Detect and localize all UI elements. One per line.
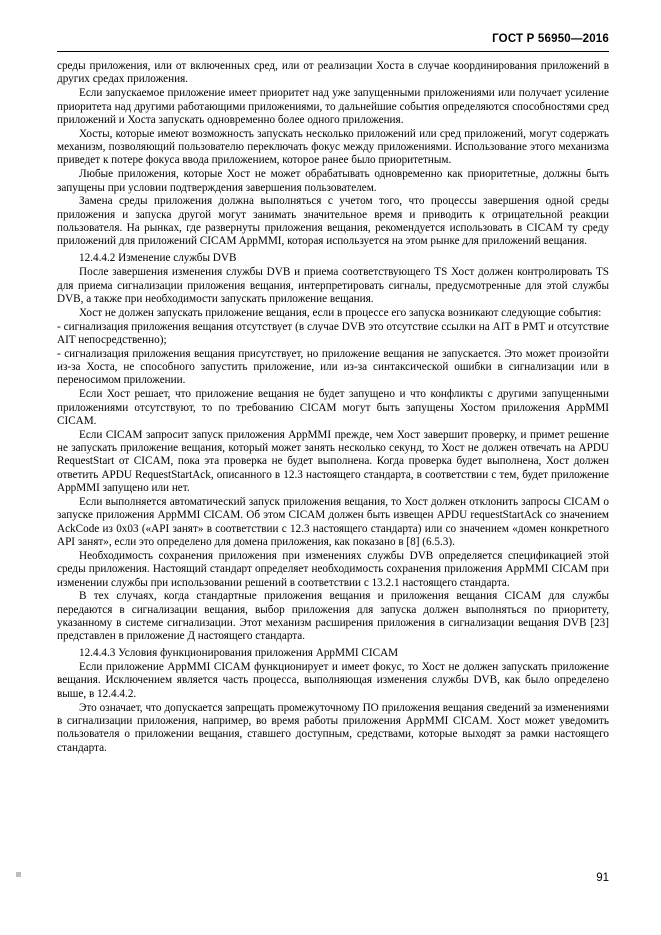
header-divider [57, 51, 609, 52]
registration-mark [16, 872, 21, 877]
paragraph: Хост не должен запускать приложение вещания, если в процессе его запуска возникают следующие события: [79, 306, 602, 319]
paragraph: Необходимость сохранения приложения при изменениях службы DVB определяется спецификацией этой среды приложения. Настоящий стандарт определяет необходимость сохранения приложения AppMMI CICAM при изменении службы при использовании решений в соответствии с 13.2.1 настоящего стандарта. [57, 549, 609, 589]
paragraph: Если Хост решает, что приложение вещания не будет запущено и что конфликты с другими запущенными приложениями отсутствуют, то по требованию CICAM могут быть запущены Хостом приложения AppMMI CICAM. [57, 388, 609, 427]
page-header-standard-number: ГОСТ Р 56950—2016 [492, 33, 609, 45]
paragraph: Если запускаемое приложение имеет приоритет над уже запущенными приложениями или получает усиление приоритета над другими работающими приложениями, то дальнейшие события определяются способностями сред приложений и Хоста запускать одновременно более одного приложения. [57, 87, 609, 126]
paragraph: После завершения изменения службы DVB и приема соответствующего TS Хост должен контролировать TS для приема сигнализации приложения вещания, интерпретировать сигналы, предусмотренные для этой службы DVB, а также при необходимости запускать приложение вещания. [57, 266, 609, 305]
paragraph: Если CICAM запросит запуск приложения AppMMI прежде, чем Хост завершит проверку, и примет решение не запускать приложение вещания, который может занять несколько секунд, то Хост не должен отвечать на APDU RequestStart от CICAM, пока эта проверка не будет выполнена. Когда проверка будет выполнена, Хост должен ответить APDU RequestStartAck, описанного в 12.3 настоящего стандарта, в соответствии с тем, будет приложение AppMMI запущено или нет. [57, 428, 609, 495]
list-item: - сигнализация приложения вещания отсутствует (в случае DVB это отсутствие ссылки на AIT в PMT и отсутствие AIT непосредственно); [57, 320, 609, 346]
paragraph: Если приложение AppMMI CICAM функционирует и имеет фокус, то Хост не должен запускать приложение вещания. Исключением является часть процесса, выполняющая изменения службы DVB, как было определено выше, в 12.4.4.2. [57, 661, 609, 700]
section-heading: 12.4.4.3 Условия функционирования приложения AppMMI CICAM [79, 646, 399, 659]
paragraph: Замена среды приложения должна выполняться с учетом того, что процессы завершения одной среды приложения и запуска другой могут занимать значительное время и приводить к отрицательной реакции пользователя. На рынках, где развернуты приложения вещания, рекомендуется использовать в CICAM ту среду приложений для приложений CICAM AppMMI, которая используется на этом рынке для приложений вещания. [57, 195, 609, 248]
paragraph: Хосты, которые имеют возможность запускать несколько приложений или сред приложений, могут содержать механизм, позволяющий пользователю переключать фокус между приложениями. Использование этого механизма приведет к потере фокуса ввода приложением, которое ранее было приоритетным. [57, 127, 609, 167]
document-body [57, 60, 609, 756]
paragraph: Это означает, что допускается запрещать промежуточному ПО приложения вещания сведений за изменениями в сигнализации приложения, например, во время работы приложения AppMMI CICAM. Хост может уведомить пользователя о приложении вещания, ставшего доступным, средствами, которые выходят за рамки настоящего стандарта. [57, 701, 609, 754]
paragraph: Если выполняется автоматический запуск приложения вещания, то Хост должен отклонить запросы CICAM о запуске приложения AppMMI CICAM. Об этом CICAM должен быть извещен APDU requestStartAck со значением AckCode из 0x03 («API занят» в соответствии с 12.3 настоящего стандарта) или со значением «домен конкретного API занят», если это определено для домена приложения, как показано в [8] (6.5.3). [57, 496, 609, 549]
paragraph: В тех случаях, когда стандартные приложения вещания и приложения вещания CICAM для службы передаются в сигнализации вещания, выбор приложения для запуска должен выполняться по приоритету, указанному в системе сигнализации. Этот механизм расширения приложения в сигнализации вещания DVB [23] представлен в приложение Д настоящего стандарта. [57, 590, 609, 643]
paragraph: среды приложения, или от включенных сред, или от реализации Хоста в случае координирования приложений в других средах приложения. [57, 60, 609, 86]
list-item: - сигнализация приложения вещания присутствует, но приложение вещания не запускается. Это может произойти из-за Хоста, не способного запустить приложение, или из-за синтаксической ошибки в сигнализации или в переносимом приложении. [57, 347, 609, 387]
section-heading: 12.4.4.2 Изменение службы DVB [79, 251, 237, 264]
page-number: 91 [596, 872, 609, 884]
paragraph: Любые приложения, которые Хост не может обрабатывать одновременно как приоритетные, должны быть запущены при условии подтверждения завершения пользователем. [57, 168, 609, 194]
